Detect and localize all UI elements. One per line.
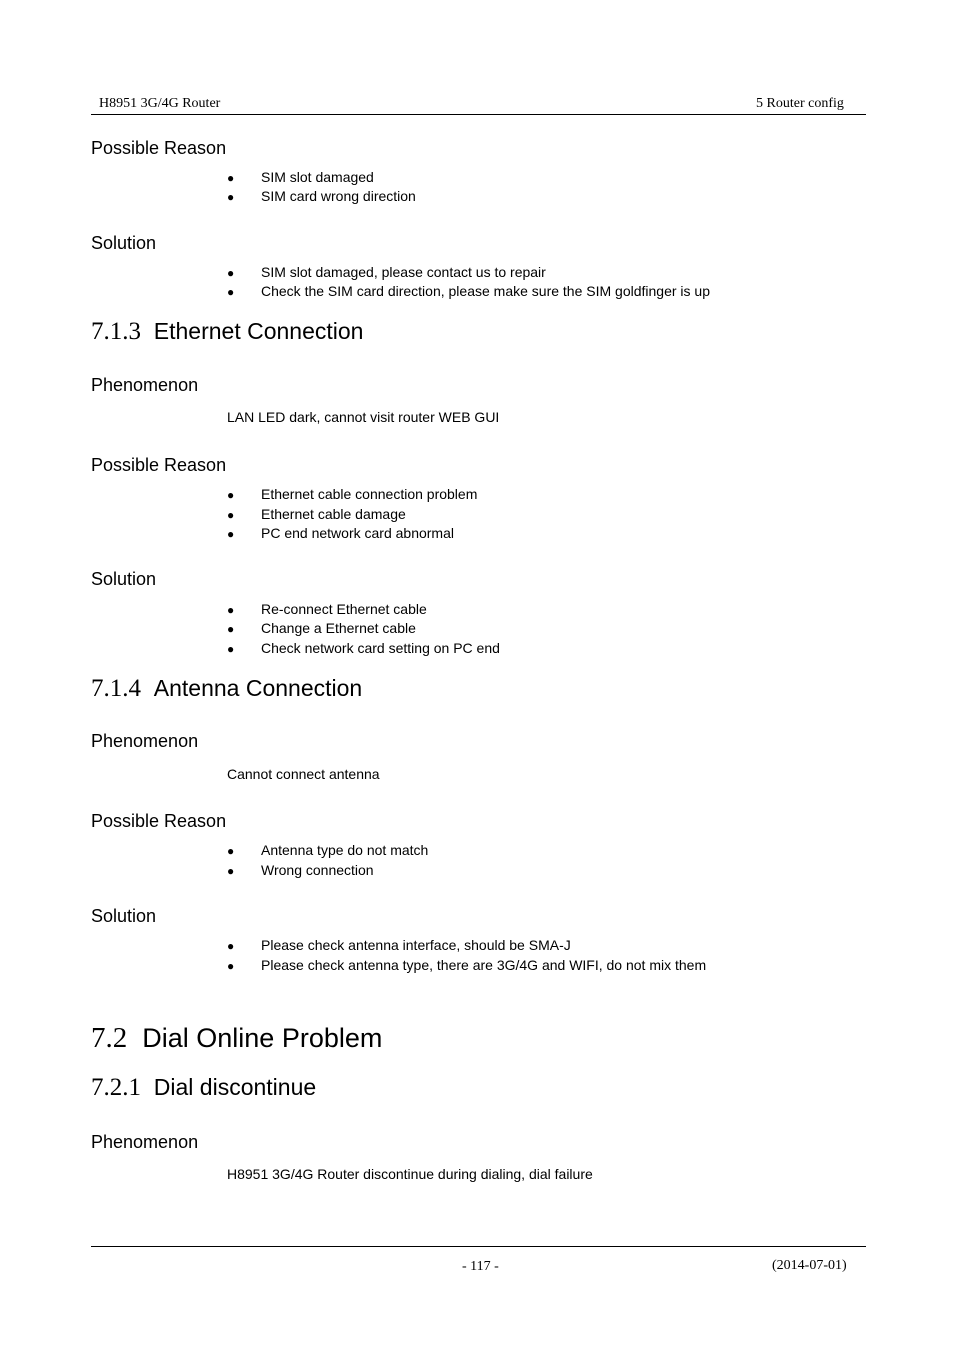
sim-solution-heading: Solution — [91, 233, 157, 253]
list-item: ● Re-connect Ethernet cable — [227, 601, 427, 617]
bullet-icon: ● — [227, 285, 235, 299]
list-item: ● SIM card wrong direction — [227, 188, 416, 204]
header-rule — [91, 114, 866, 115]
bullet-icon: ● — [227, 642, 235, 656]
bullet-icon: ● — [227, 622, 235, 636]
bullet-icon: ● — [227, 603, 235, 617]
list-item: ● Ethernet cable damage — [227, 506, 406, 522]
antenna-solution-heading: Solution — [91, 906, 157, 926]
list-item: ● Ethernet cable connection problem — [227, 486, 478, 502]
list-item: ● PC end network card abnormal — [227, 525, 454, 541]
sim-reason-heading: Possible Reason — [91, 138, 227, 158]
ethernet-phenomenon-heading: Phenomenon — [91, 375, 199, 395]
bullet-icon: ● — [227, 266, 235, 280]
bullet-icon: ● — [227, 488, 235, 502]
list-item: ● SIM slot damaged, please contact us to repair — [227, 264, 546, 280]
list-item: ● Check the SIM card direction, please make sure the SIM goldfinger is up — [227, 283, 710, 299]
ethernet-phenomenon-text: LAN LED dark, cannot visit router WEB GUI — [227, 409, 500, 425]
bullet-icon: ● — [227, 190, 235, 204]
antenna-reason-heading: Possible Reason — [91, 811, 227, 831]
header-chapter: 5 Router config — [756, 96, 844, 111]
list-item: ● Check network card setting on PC end — [227, 640, 500, 656]
list-item: ● Antenna type do not match — [227, 842, 429, 858]
header-title: H8951 3G/4G Router — [99, 96, 221, 111]
section-heading-7-1-3: 7.1.3 Ethernet Connection — [91, 318, 364, 345]
footer-rule — [91, 1246, 866, 1247]
ethernet-reason-heading: Possible Reason — [91, 455, 227, 475]
bullet-icon: ● — [227, 171, 235, 185]
list-item: ● Please check antenna type, there are 3G/4G and WIFI, do not mix them — [227, 957, 707, 973]
bullet-icon: ● — [227, 959, 235, 973]
footer-date: (2014-07-01) — [772, 1258, 847, 1273]
bullet-icon: ● — [227, 527, 235, 541]
bullet-icon: ● — [227, 939, 235, 953]
antenna-phenomenon-heading: Phenomenon — [91, 731, 199, 751]
section-heading-7-2: 7.2 Dial Online Problem — [91, 1022, 383, 1054]
list-item: ● SIM slot damaged — [227, 169, 374, 185]
bullet-icon: ● — [227, 844, 235, 858]
list-item: ● Please check antenna interface, should be SMA-J — [227, 937, 571, 953]
ethernet-solution-heading: Solution — [91, 569, 157, 589]
list-item: ● Wrong connection — [227, 862, 374, 878]
section-heading-7-2-1: 7.2.1 Dial discontinue — [91, 1074, 317, 1101]
bullet-icon: ● — [227, 508, 235, 522]
dial-phenomenon-text: H8951 3G/4G Router discontinue during dialing, dial failure — [227, 1166, 593, 1182]
section-heading-7-1-4: 7.1.4 Antenna Connection — [91, 675, 363, 702]
dial-phenomenon-heading: Phenomenon — [91, 1132, 199, 1152]
list-item: ● Change a Ethernet cable — [227, 620, 416, 636]
bullet-icon: ● — [227, 864, 235, 878]
antenna-phenomenon-text: Cannot connect antenna — [227, 766, 380, 782]
page-number: - 117 - — [462, 1259, 499, 1274]
